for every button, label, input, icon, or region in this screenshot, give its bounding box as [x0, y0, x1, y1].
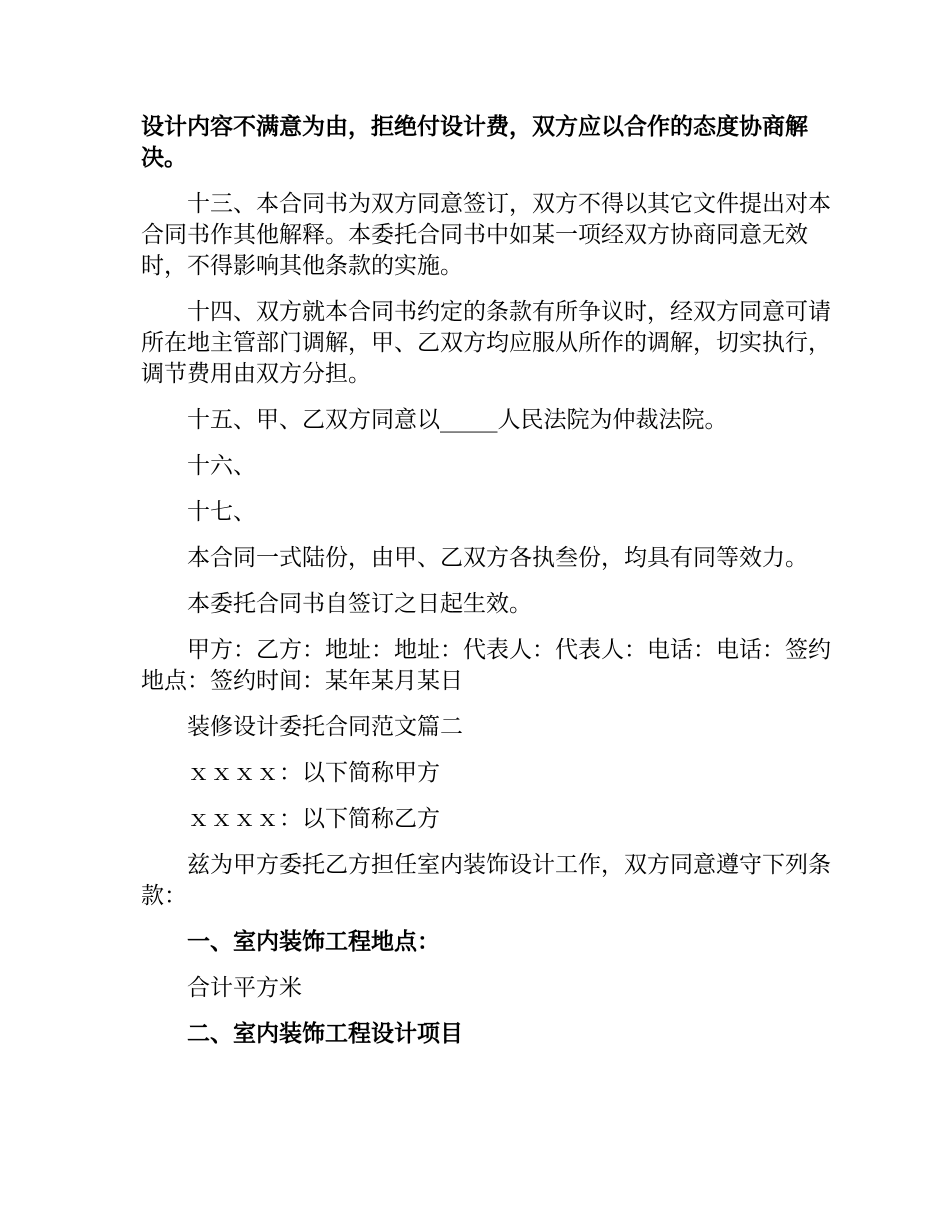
heading-location: 一、室内装饰工程地点：	[187, 929, 440, 955]
paragraph-effective: 本委托合同书自签订之日起生效。	[187, 591, 532, 617]
paragraph-intro: 兹为甲方委托乙方担任室内装饰设计工作，双方同意遵守下列条款：	[141, 852, 831, 909]
paragraph-copies: 本合同一式陆份，由甲、乙双方各执叁份，均具有同等效力。	[187, 545, 808, 571]
paragraph-clause-14: 十四、双方就本合同书约定的条款有所争议时，经双方同意可请所在地主管部门调解，甲、乙双方均应服从所作的调解，切实执行，调节费用由双方分担。	[141, 299, 831, 387]
paragraph-clause-13: 十三、本合同书为双方同意签订，双方不得以其它文件提出对本合同书作其他解释。本委托合同书中如某一项经双方协商同意无效时，不得影响其他条款的实施。	[141, 191, 831, 279]
document-body	[141, 112, 831, 1065]
paragraph-continuation: 设计内容不满意为由，拒绝付设计费，双方应以合作的态度协商解决。	[141, 114, 808, 171]
party-a-line: ｘｘｘｘ：以下简称甲方	[187, 760, 440, 786]
party-b-line: ｘｘｘｘ：以下简称乙方	[187, 806, 440, 832]
heading-design-items: 二、室内装饰工程设计项目	[187, 1021, 463, 1047]
paragraph-area: 合计平方米	[187, 975, 302, 1001]
paragraph-clause-15: 十五、甲、乙双方同意以_____人民法院为仲裁法院。	[187, 407, 728, 433]
paragraph-clause-17: 十七、	[187, 499, 256, 525]
paragraph-clause-16: 十六、	[187, 453, 256, 479]
paragraph-signatures: 甲方：乙方：地址：地址：代表人：代表人：电话：电话：签约地点：签约时间：某年某月某日	[141, 637, 831, 694]
section-title: 装修设计委托合同范文篇二	[187, 714, 463, 740]
